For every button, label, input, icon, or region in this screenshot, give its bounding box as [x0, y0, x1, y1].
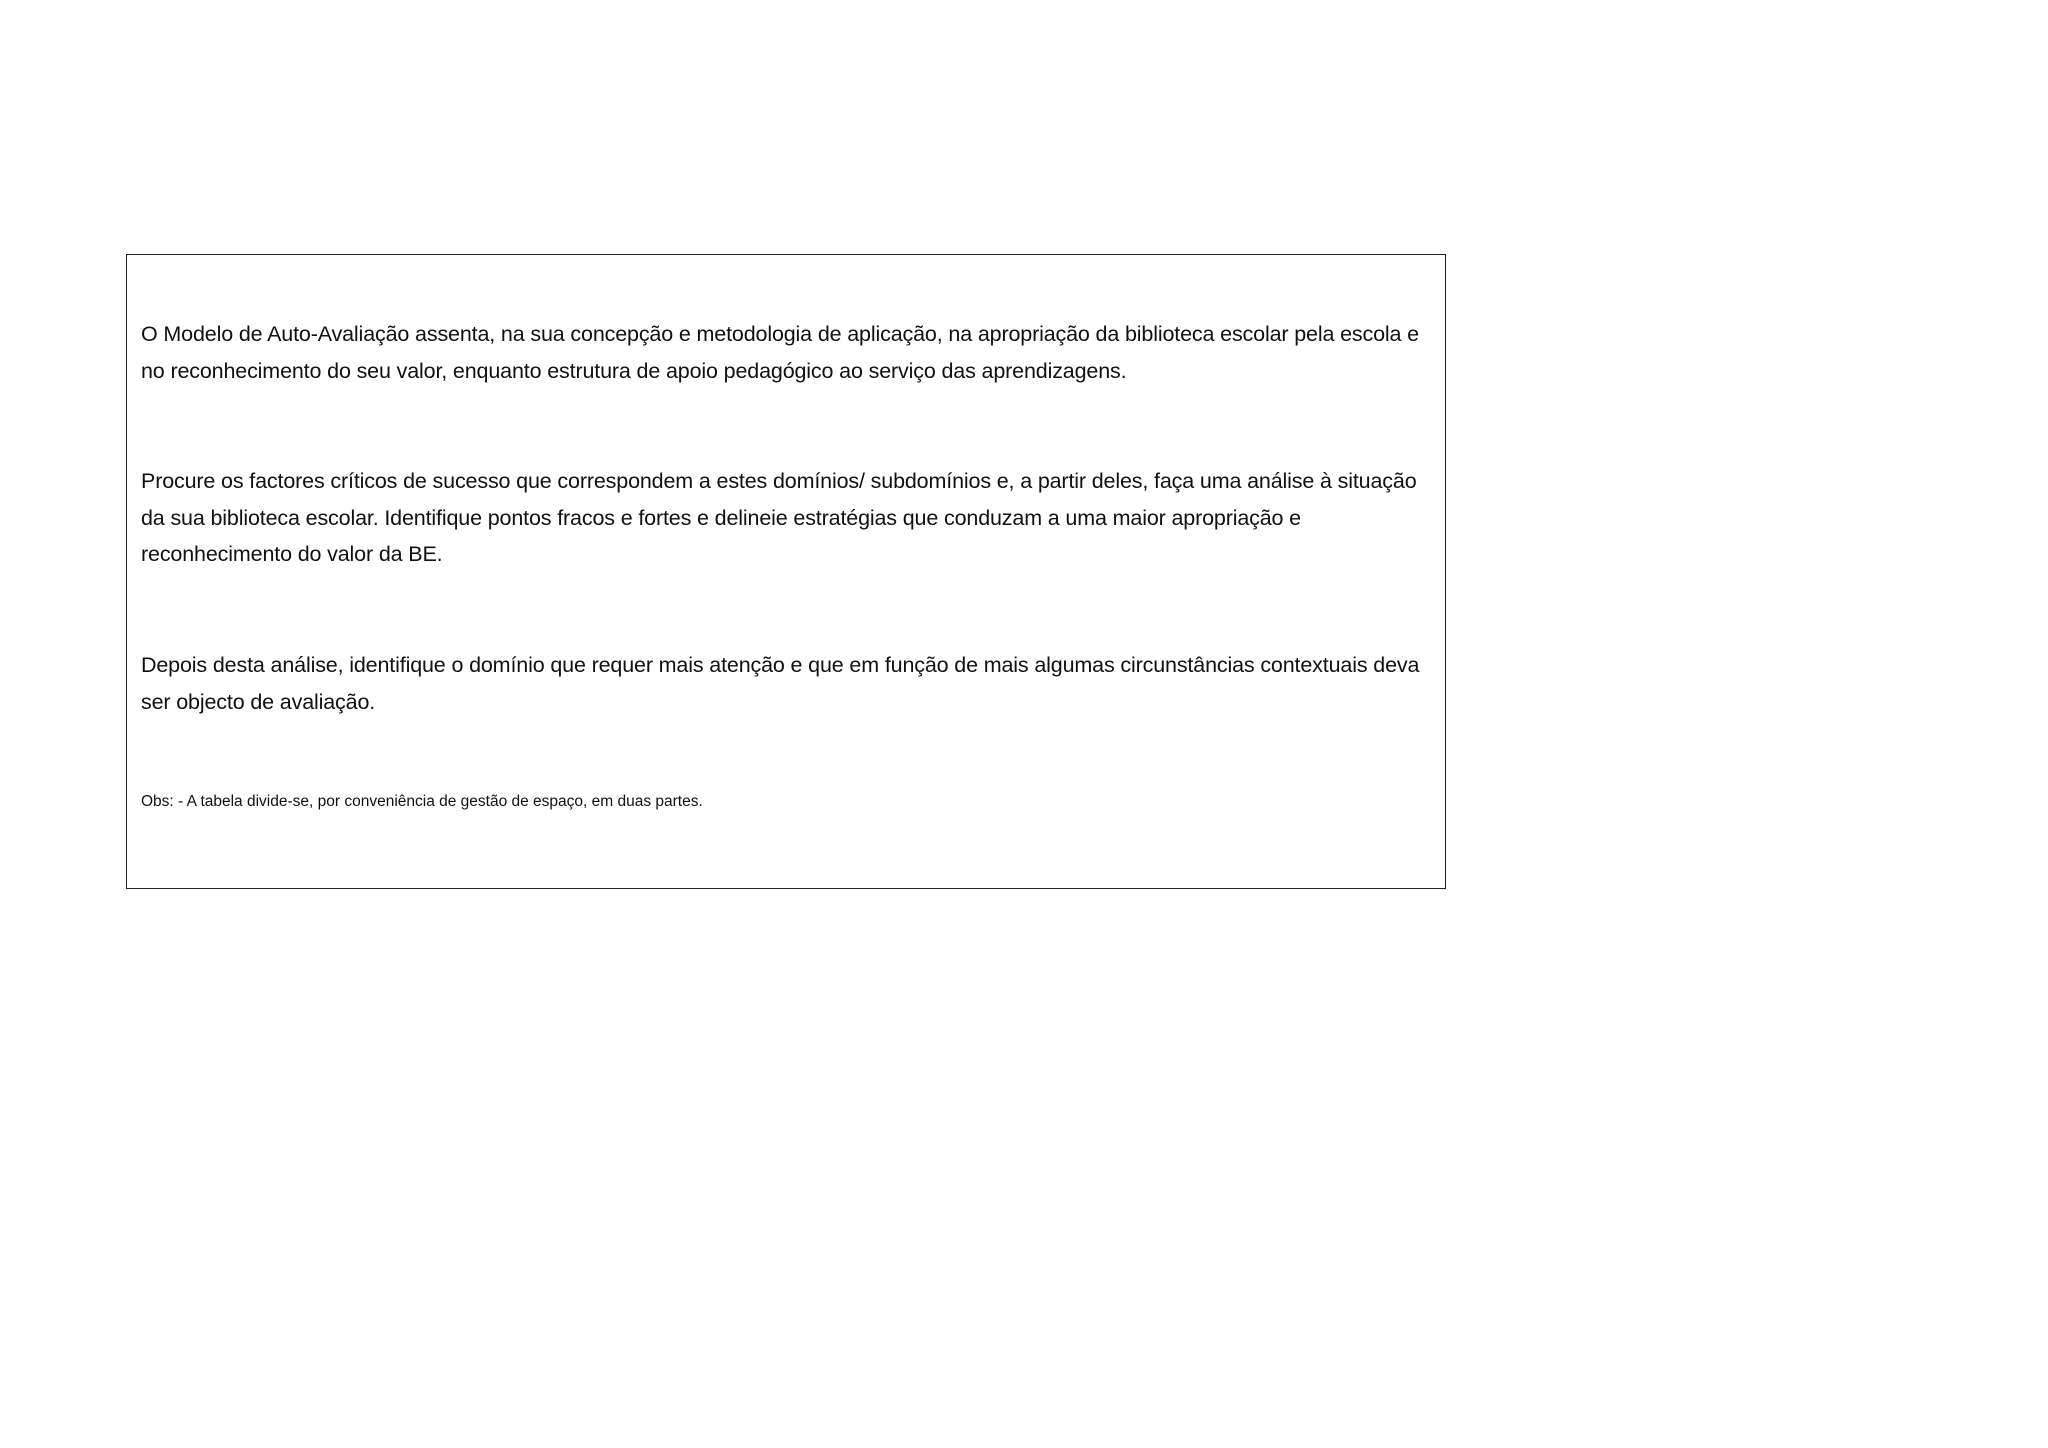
observation-note: Obs: - A tabela divide-se, por conveniência de gestão de espaço, em duas partes. [141, 793, 703, 810]
instructions-box [126, 254, 1446, 889]
paragraph-critical-factors: Procure os factores críticos de sucesso que correspondem a estes domínios/ subdomínios e, a partir deles, faça uma análise à situação da sua biblioteca escolar. Identifique pontos fracos e fortes e delineie estratégias que conduzam a uma maior apropriação e reconhecimento do valor da BE. [141, 469, 1417, 566]
paragraph-model-description: O Modelo de Auto-Avaliação assenta, na sua concepção e metodologia de aplicação, na apropriação da biblioteca escolar pela escola e no reconhecimento do seu valor, enquanto estrutura de apoio pedagógico ao serviço das aprendizagens. [141, 322, 1419, 383]
paragraph-domain-selection: Depois desta análise, identifique o domínio que requer mais atenção e que em função de mais algumas circunstâncias contextuais deva ser objecto de avaliação. [141, 653, 1420, 714]
